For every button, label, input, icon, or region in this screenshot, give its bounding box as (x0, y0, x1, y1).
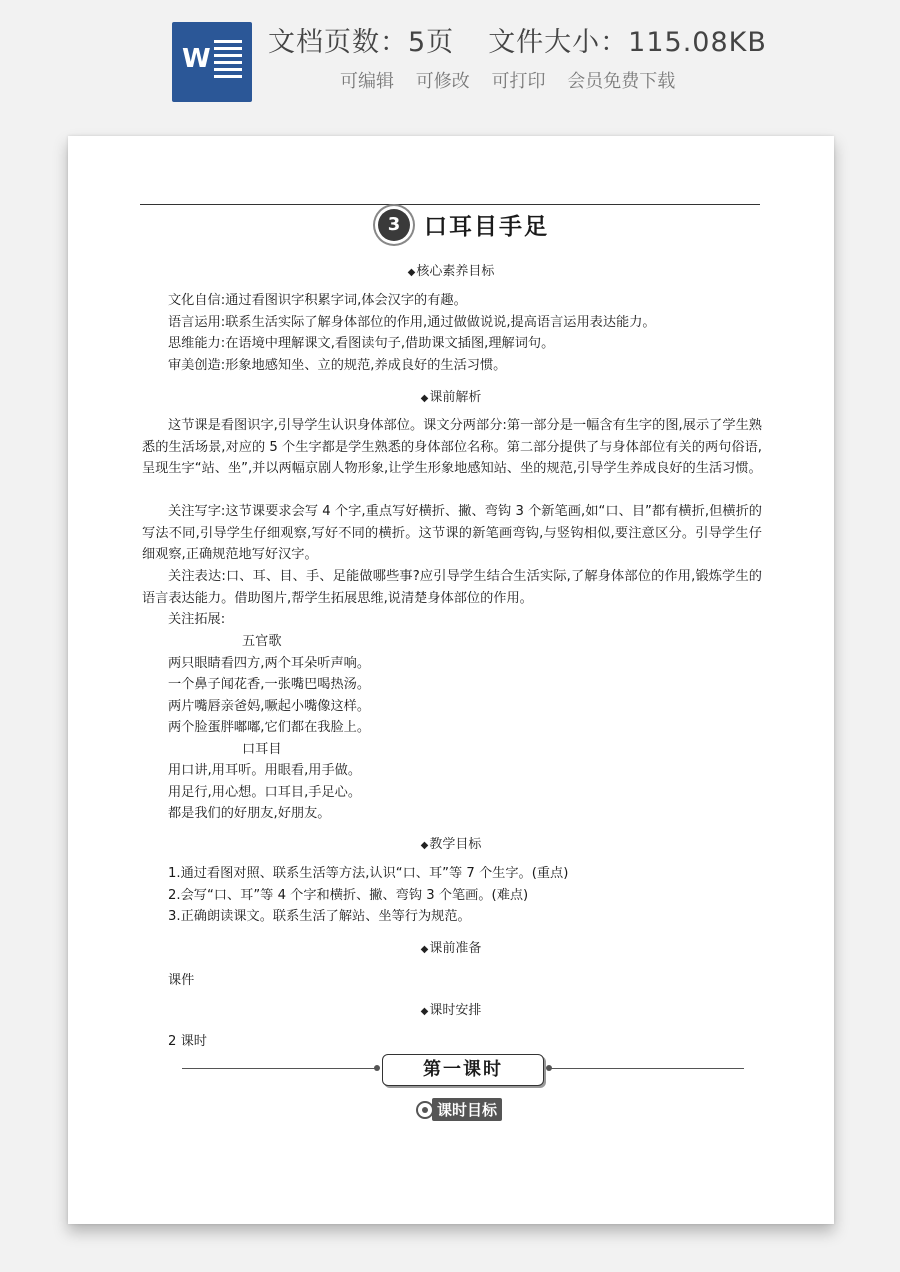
section-heading-analysis: ◆课前解析 (420, 390, 482, 405)
core-line: 语言运用:联系生活实际了解身体部位的作用,通过做做说说,提高语言运用表达能力。 (168, 314, 656, 330)
teaching-goal: 2.会写“口、耳”等 4 个字和横折、撇、弯钩 3 个笔画。(难点) (168, 887, 529, 903)
file-size: 文件大小：115.08KB (488, 27, 767, 58)
section-heading-core: ◆核心素养目标 (407, 264, 495, 279)
banner-title (268, 20, 767, 59)
poem-line: 用足行,用心想。口耳目,手足心。 (168, 784, 362, 800)
analysis-paragraph: 关注表达:口、耳、目、手、足能做哪些事?应引导学生结合生活实际,了解身体部位的作用,锻炼学生的语言表达能力。借助图片,帮学生拓展思维,说清楚身体部位的作用。 (142, 569, 762, 606)
poem-title: 五官歌 (242, 634, 282, 649)
word-icon-letter: W (182, 44, 211, 74)
page-count: 文档页数：5页 (268, 27, 455, 58)
poem-line: 用口讲,用耳听。用眼看,用手做。 (168, 763, 362, 778)
teaching-goal: 1.通过看图对照、联系生活等方法,认识“口、耳”等 7 个生字。(重点) (168, 866, 569, 881)
feature-member-download: 会员免费下载 (567, 71, 676, 92)
period-divider-left (182, 1068, 378, 1069)
poem-line: 两片嘴唇亲爸妈,噘起小嘴像这样。 (168, 698, 371, 714)
header-rule (140, 204, 760, 205)
analysis-paragraph: 这节课是看图识字,引导学生认识身体部位。课文分两部分:第一部分是一幅含有生字的图,展示了学生熟悉的生活场景,对应的 5 个生字都是学生熟悉的身体部位名称。第二部分提供了与身体部位有关的两句俗语,呈现生字“站、坐”,并以两幅京剧人物形象,让学生形象地感知站、坐的规范,引导学生养成良好的生活习惯。 (142, 418, 762, 476)
core-line: 思维能力:在语境中理解课文,看图读句子,借助课文插图,理解词句。 (168, 336, 555, 351)
word-doc-icon (172, 22, 252, 102)
poem-title: 口耳目 (242, 741, 282, 757)
period-divider-dot (374, 1065, 380, 1071)
core-line: 审美创造:形象地感知坐、立的规范,养成良好的生活习惯。 (168, 357, 507, 373)
period-title: 第一课时 (382, 1054, 544, 1086)
document-page (68, 136, 834, 1224)
period-divider-right (548, 1068, 744, 1069)
poem-line: 两个脸蛋胖嘟嘟,它们都在我脸上。 (168, 720, 371, 735)
prep-text: 课件 (168, 973, 195, 988)
poem-line: 都是我们的好朋友,好朋友。 (168, 806, 331, 821)
section-heading-teaching: ◆教学目标 (420, 837, 482, 852)
feature-modifiable: 可修改 (415, 71, 470, 92)
period-divider-dot (546, 1065, 552, 1071)
teaching-goal: 3.正确朗读课文。联系生活了解站、坐等行为规范。 (168, 909, 471, 924)
lesson-title: 口耳目手足 (424, 214, 549, 240)
poem-line: 一个鼻子闻花香,一张嘴巴喝热汤。 (168, 677, 371, 692)
analysis-paragraph: 关注写字:这节课要求会写 4 个字,重点写好横折、撇、弯钩 3 个新笔画,如“口、目”都有横折,但横折的写法不同,引导学生仔细观察,写好不同的横折。这节课的新笔画弯钩,与竖钩相似,要注意区分。引导学生仔细观察,正确规范地写好汉字。 (142, 504, 762, 562)
lesson-number-badge: 3 (378, 209, 410, 241)
download-banner (0, 0, 900, 120)
core-line: 文化自信:通过看图识字积累字词,体会汉字的有趣。 (168, 293, 467, 308)
banner-features (340, 67, 685, 93)
poem-line: 两只眼睛看四方,两个耳朵听声响。 (168, 655, 371, 671)
schedule-text: 2 课时 (168, 1034, 207, 1049)
extend-label: 关注拓展: (168, 612, 226, 627)
period-goal-label: 课时目标 (432, 1098, 502, 1121)
period-goal-badge (416, 1098, 502, 1120)
feature-editable: 可编辑 (340, 71, 394, 92)
section-heading-prep: ◆课前准备 (420, 941, 482, 956)
lesson-heading (378, 208, 549, 248)
section-heading-schedule: ◆课时安排 (420, 1003, 482, 1018)
target-icon (416, 1101, 434, 1119)
feature-printable: 可打印 (491, 71, 546, 92)
